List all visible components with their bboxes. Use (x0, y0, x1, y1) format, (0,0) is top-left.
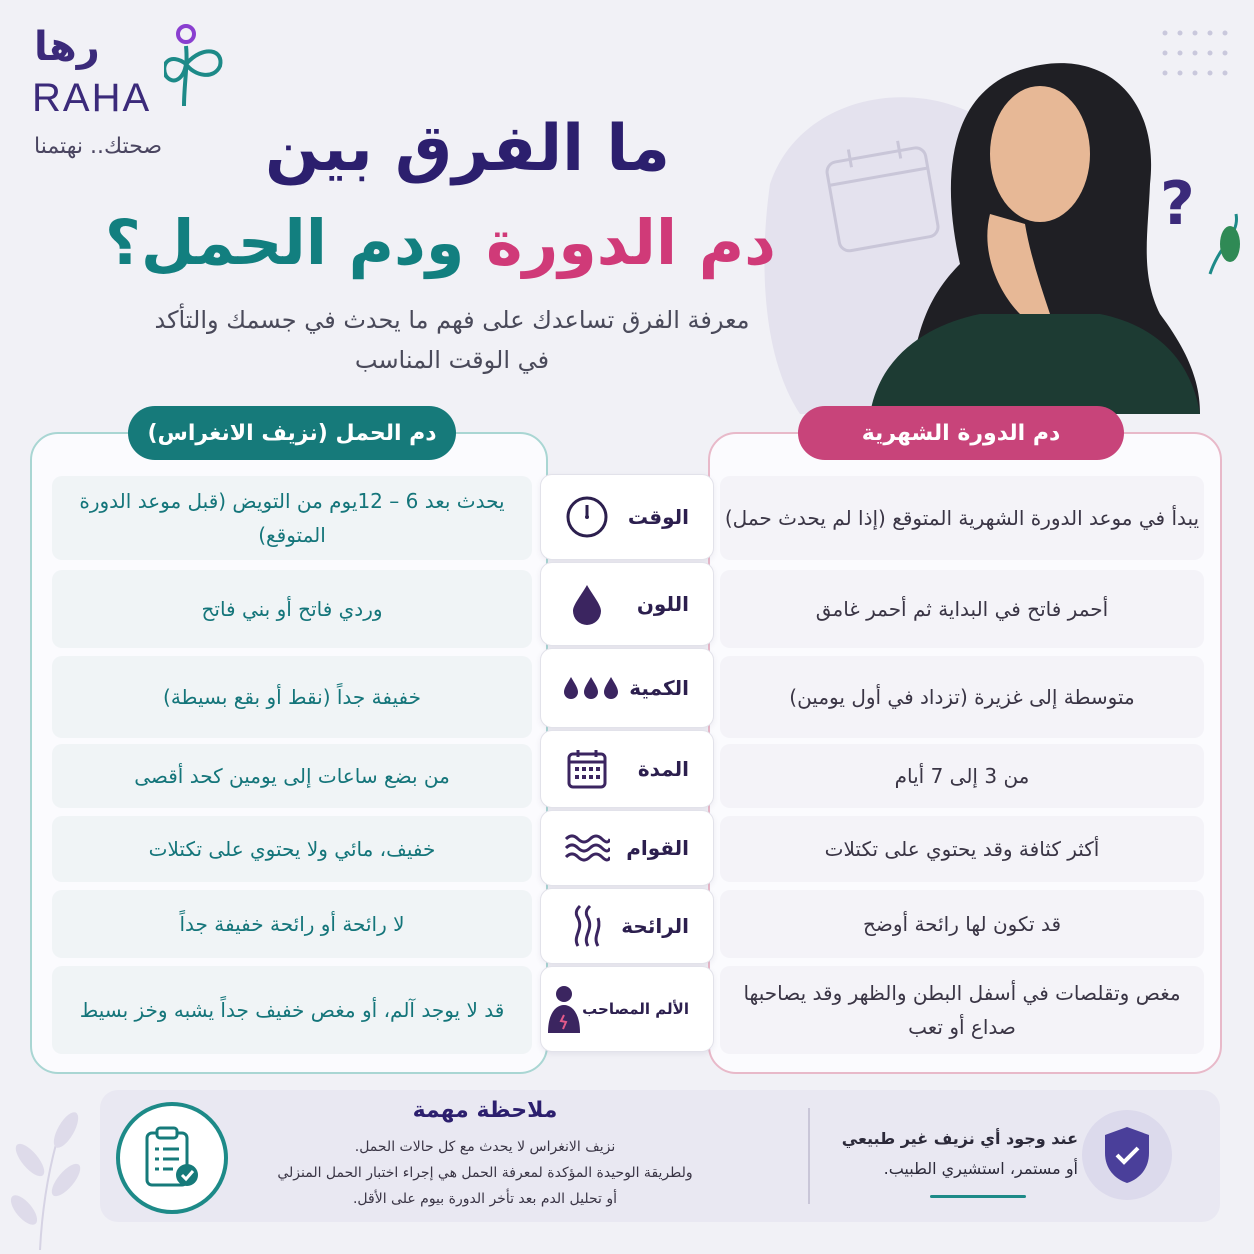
flower-logo-icon (164, 24, 228, 108)
thinking-woman-illustration (760, 34, 1254, 414)
period-smell-cell: قد تكون لها رائحة أوضح (720, 890, 1204, 958)
brand-name-arabic: رها (34, 24, 100, 70)
period-amount-cell: متوسطة إلى غزيرة (تزداد في أول يومين) (720, 656, 1204, 738)
clock-icon (561, 494, 613, 540)
pregnancy-time-cell: يحدث بعد 6 – 12يوم من التويض (قبل موعد الدورة المتوقع) (52, 476, 532, 560)
period-column-header: دم الدورة الشهرية (798, 406, 1124, 460)
main-title-line2 (105, 206, 776, 279)
row-label-smell (540, 888, 714, 964)
title-period-blood: دم الدورة (485, 206, 776, 279)
title-pregnancy-blood: ودم الحمل؟ (104, 206, 465, 279)
row-label-text: الكمية (629, 676, 689, 700)
pregnancy-color-cell: وردي فاتح أو بني فاتح (52, 570, 532, 648)
row-label-text: الوقت (627, 505, 689, 529)
waves-icon (561, 825, 613, 871)
main-title-line1: ما الفرق بين (264, 112, 670, 186)
warning-line: أو مستمر، استشيري الطبيب. (883, 1159, 1078, 1178)
row-label-text: الألم المصاحب (582, 1000, 689, 1018)
row-label-color (540, 562, 714, 646)
pregnancy-column-header: دم الحمل (نزيف الانغراس) (128, 406, 456, 460)
period-consistency-cell: أكثر كثافة وقد يحتوي على تكتلات (720, 816, 1204, 882)
note-line: ولطريقة الوحيدة المؤكدة لمعرفة الحمل هي إجراء اختبار الحمل المنزلي (277, 1165, 693, 1181)
drop-icon (561, 581, 613, 627)
warning-text (830, 1124, 1078, 1184)
smell-icon (561, 903, 613, 949)
row-label-pain (540, 966, 714, 1052)
brand-tagline: صحتك.. نهتمنا (34, 134, 163, 159)
person-pain-icon (546, 986, 582, 1032)
pregnancy-consistency-cell: خفيف، مائي ولا يحتوي على تكتلات (52, 816, 532, 882)
decorative-leaves (0, 1100, 90, 1250)
row-label-duration (540, 730, 714, 808)
svg-text:?: ? (1160, 169, 1195, 239)
note-text (240, 1134, 730, 1212)
note-line: أو تحليل الدم بعد تأخر الدورة بيوم على الأقل. (352, 1191, 618, 1207)
note-title: ملاحظة مهمة (412, 1098, 558, 1123)
note-line: نزيف الانغراس لا يحدث مع كل حالات الحمل. (354, 1139, 616, 1155)
shield-badge (1082, 1110, 1172, 1200)
row-label-text: الرائحة (621, 914, 689, 938)
pregnancy-smell-cell: لا رائحة أو رائحة خفيفة جداً (52, 890, 532, 958)
row-label-time (540, 474, 714, 560)
period-time-cell: يبدأ في موعد الدورة الشهرية المتوقع (إذا لم يحدث حمل) (720, 476, 1204, 560)
row-label-text: اللون (636, 592, 689, 616)
calendar-icon (561, 746, 613, 792)
brand-name-english: RAHA (32, 76, 152, 120)
row-label-consistency (540, 810, 714, 886)
drops-icon (561, 665, 621, 711)
row-label-text: القوام (626, 836, 689, 860)
pregnancy-pain-cell: قد لا يوجد آلم، أو مغص خفيف جداً يشبه وخز بسيط (52, 966, 532, 1054)
warning-underline (930, 1195, 1026, 1198)
period-duration-cell: من 3 إلى 7 أيام (720, 744, 1204, 808)
clipboard-check-icon (141, 1125, 203, 1191)
brand-logo (28, 24, 228, 159)
subtitle: معرفة الفرق تساعدك على فهم ما يحدث في جسمك والتأكد في الوقت المناسب (154, 306, 750, 374)
clipboard-badge (116, 1102, 228, 1214)
period-pain-cell: مغص وتقلصات في أسفل البطن والظهر وقد يصاحبها صداع أو تعب (720, 966, 1204, 1054)
warning-line: عند وجود أي نزيف غير طبيعي (841, 1129, 1078, 1148)
pregnancy-duration-cell: من بضع ساعات إلى يومين كحد أقصى (52, 744, 532, 808)
shield-check-icon (1101, 1125, 1153, 1185)
divider (808, 1108, 810, 1204)
period-color-cell: أحمر فاتح في البداية ثم أحمر غامق (720, 570, 1204, 648)
pregnancy-amount-cell: خفيفة جداً (نقط أو بقع بسيطة) (52, 656, 532, 738)
row-label-text: المدة (637, 757, 689, 781)
row-label-amount (540, 648, 714, 728)
